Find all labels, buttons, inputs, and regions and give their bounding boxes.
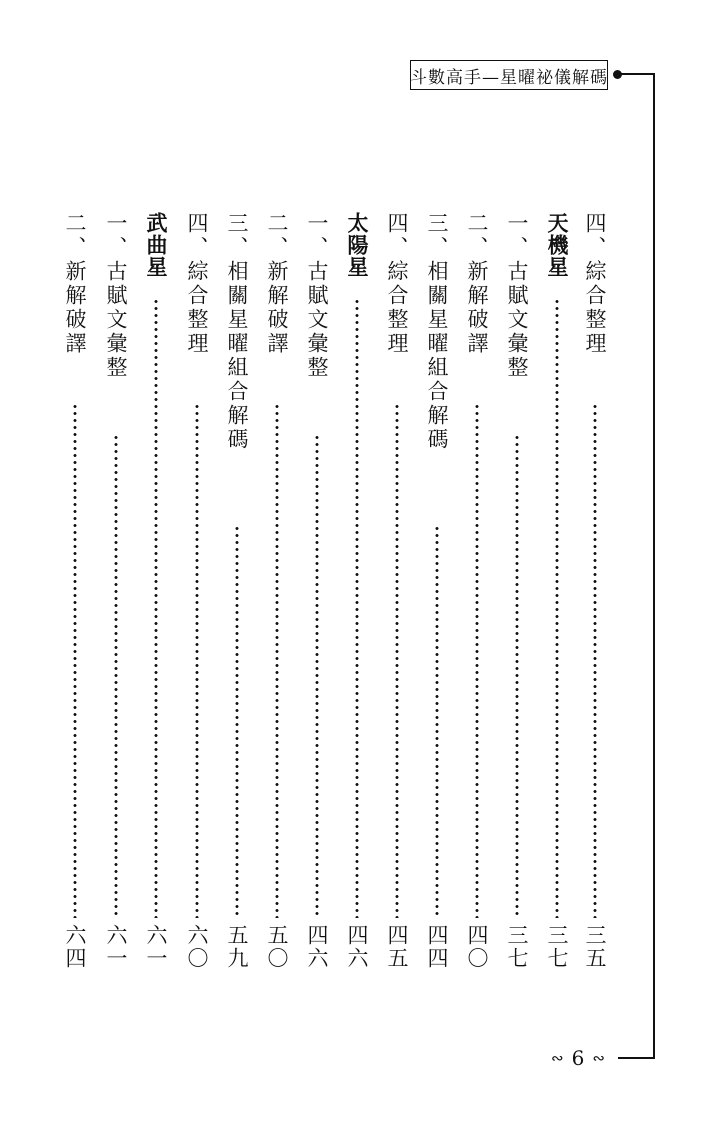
toc-leader-dots xyxy=(275,403,279,918)
toc-page-number: 六一 xyxy=(144,924,168,970)
toc-entry-title: 二、新解破譯 xyxy=(265,212,289,356)
toc-page-number: 六一 xyxy=(104,924,128,970)
toc-section-heading xyxy=(342,212,372,1002)
toc-page-number: 三五 xyxy=(583,924,607,970)
toc-entry-title: 一、古賦文彙整 xyxy=(505,212,529,380)
toc-entry-title: 天機星 xyxy=(545,212,569,278)
toc-entry xyxy=(182,212,212,1002)
toc-entry-title: 太陽星 xyxy=(345,212,369,278)
toc-section-heading xyxy=(141,212,171,1002)
margin-bracket-top-rule xyxy=(618,73,654,75)
toc-page-number: 六〇 xyxy=(185,924,209,970)
swash-right-ornament: ∾ xyxy=(592,1049,605,1067)
toc-leader-dots xyxy=(435,525,439,918)
toc-entry-title: 武曲星 xyxy=(144,212,168,278)
toc-entry-title: 四、綜合整理 xyxy=(583,212,607,356)
toc-entry xyxy=(580,212,610,1002)
toc-entry xyxy=(382,212,412,1002)
toc-page-number: 三七 xyxy=(505,924,529,970)
toc-leader-dots xyxy=(114,434,118,919)
toc-leader-dots xyxy=(315,434,319,919)
toc-leader-dots xyxy=(154,298,158,918)
toc-leader-dots xyxy=(475,403,479,918)
toc-page-number: 五〇 xyxy=(265,924,289,970)
toc-entry xyxy=(222,212,252,1002)
toc-page-number: 四六 xyxy=(305,924,329,970)
margin-bracket-bottom-rule xyxy=(618,1057,655,1059)
toc-leader-dots xyxy=(235,525,239,918)
toc-leader-dots xyxy=(593,403,597,918)
margin-bracket-vertical-rule xyxy=(653,73,655,1059)
toc-entry-title: 二、新解破譯 xyxy=(63,212,87,356)
page-number: 6 xyxy=(571,1046,585,1070)
toc-entry xyxy=(101,212,131,1002)
toc-entry-title: 二、新解破譯 xyxy=(465,212,489,356)
toc-page-number: 四六 xyxy=(345,924,369,970)
toc-entry xyxy=(60,212,90,1002)
toc-page-number: 四四 xyxy=(425,924,449,970)
toc-entry-title: 一、古賦文彙整 xyxy=(305,212,329,380)
toc-entry-title: 四、綜合整理 xyxy=(185,212,209,356)
toc-entry xyxy=(262,212,292,1002)
toc-entry xyxy=(422,212,452,1002)
toc-page-number: 三七 xyxy=(545,924,569,970)
toc-leader-dots xyxy=(195,403,199,918)
toc-entry-title: 三、相關星曜組合解碼 xyxy=(425,212,449,452)
toc-entry-title: 一、古賦文彙整 xyxy=(104,212,128,380)
toc-page-number: 四〇 xyxy=(465,924,489,970)
toc-section-heading xyxy=(542,212,572,1002)
toc-leader-dots xyxy=(555,298,559,918)
toc-entry xyxy=(502,212,532,1002)
toc-page-number: 五九 xyxy=(225,924,249,970)
toc-entry xyxy=(462,212,492,1002)
toc-page-number: 六四 xyxy=(63,924,87,970)
toc-entry xyxy=(302,212,332,1002)
toc-page-number: 四五 xyxy=(385,924,409,970)
toc-leader-dots xyxy=(515,434,519,919)
running-header-title: 斗數高手—星曜祕儀解碼 xyxy=(410,60,608,90)
toc-leader-dots xyxy=(73,403,77,918)
toc-entry-title: 三、相關星曜組合解碼 xyxy=(225,212,249,452)
toc-leader-dots xyxy=(395,403,399,918)
toc-entry-title: 四、綜合整理 xyxy=(385,212,409,356)
toc-leader-dots xyxy=(355,298,359,918)
page-number-footer xyxy=(540,1043,616,1073)
swash-left-ornament: ∾ xyxy=(551,1049,564,1067)
